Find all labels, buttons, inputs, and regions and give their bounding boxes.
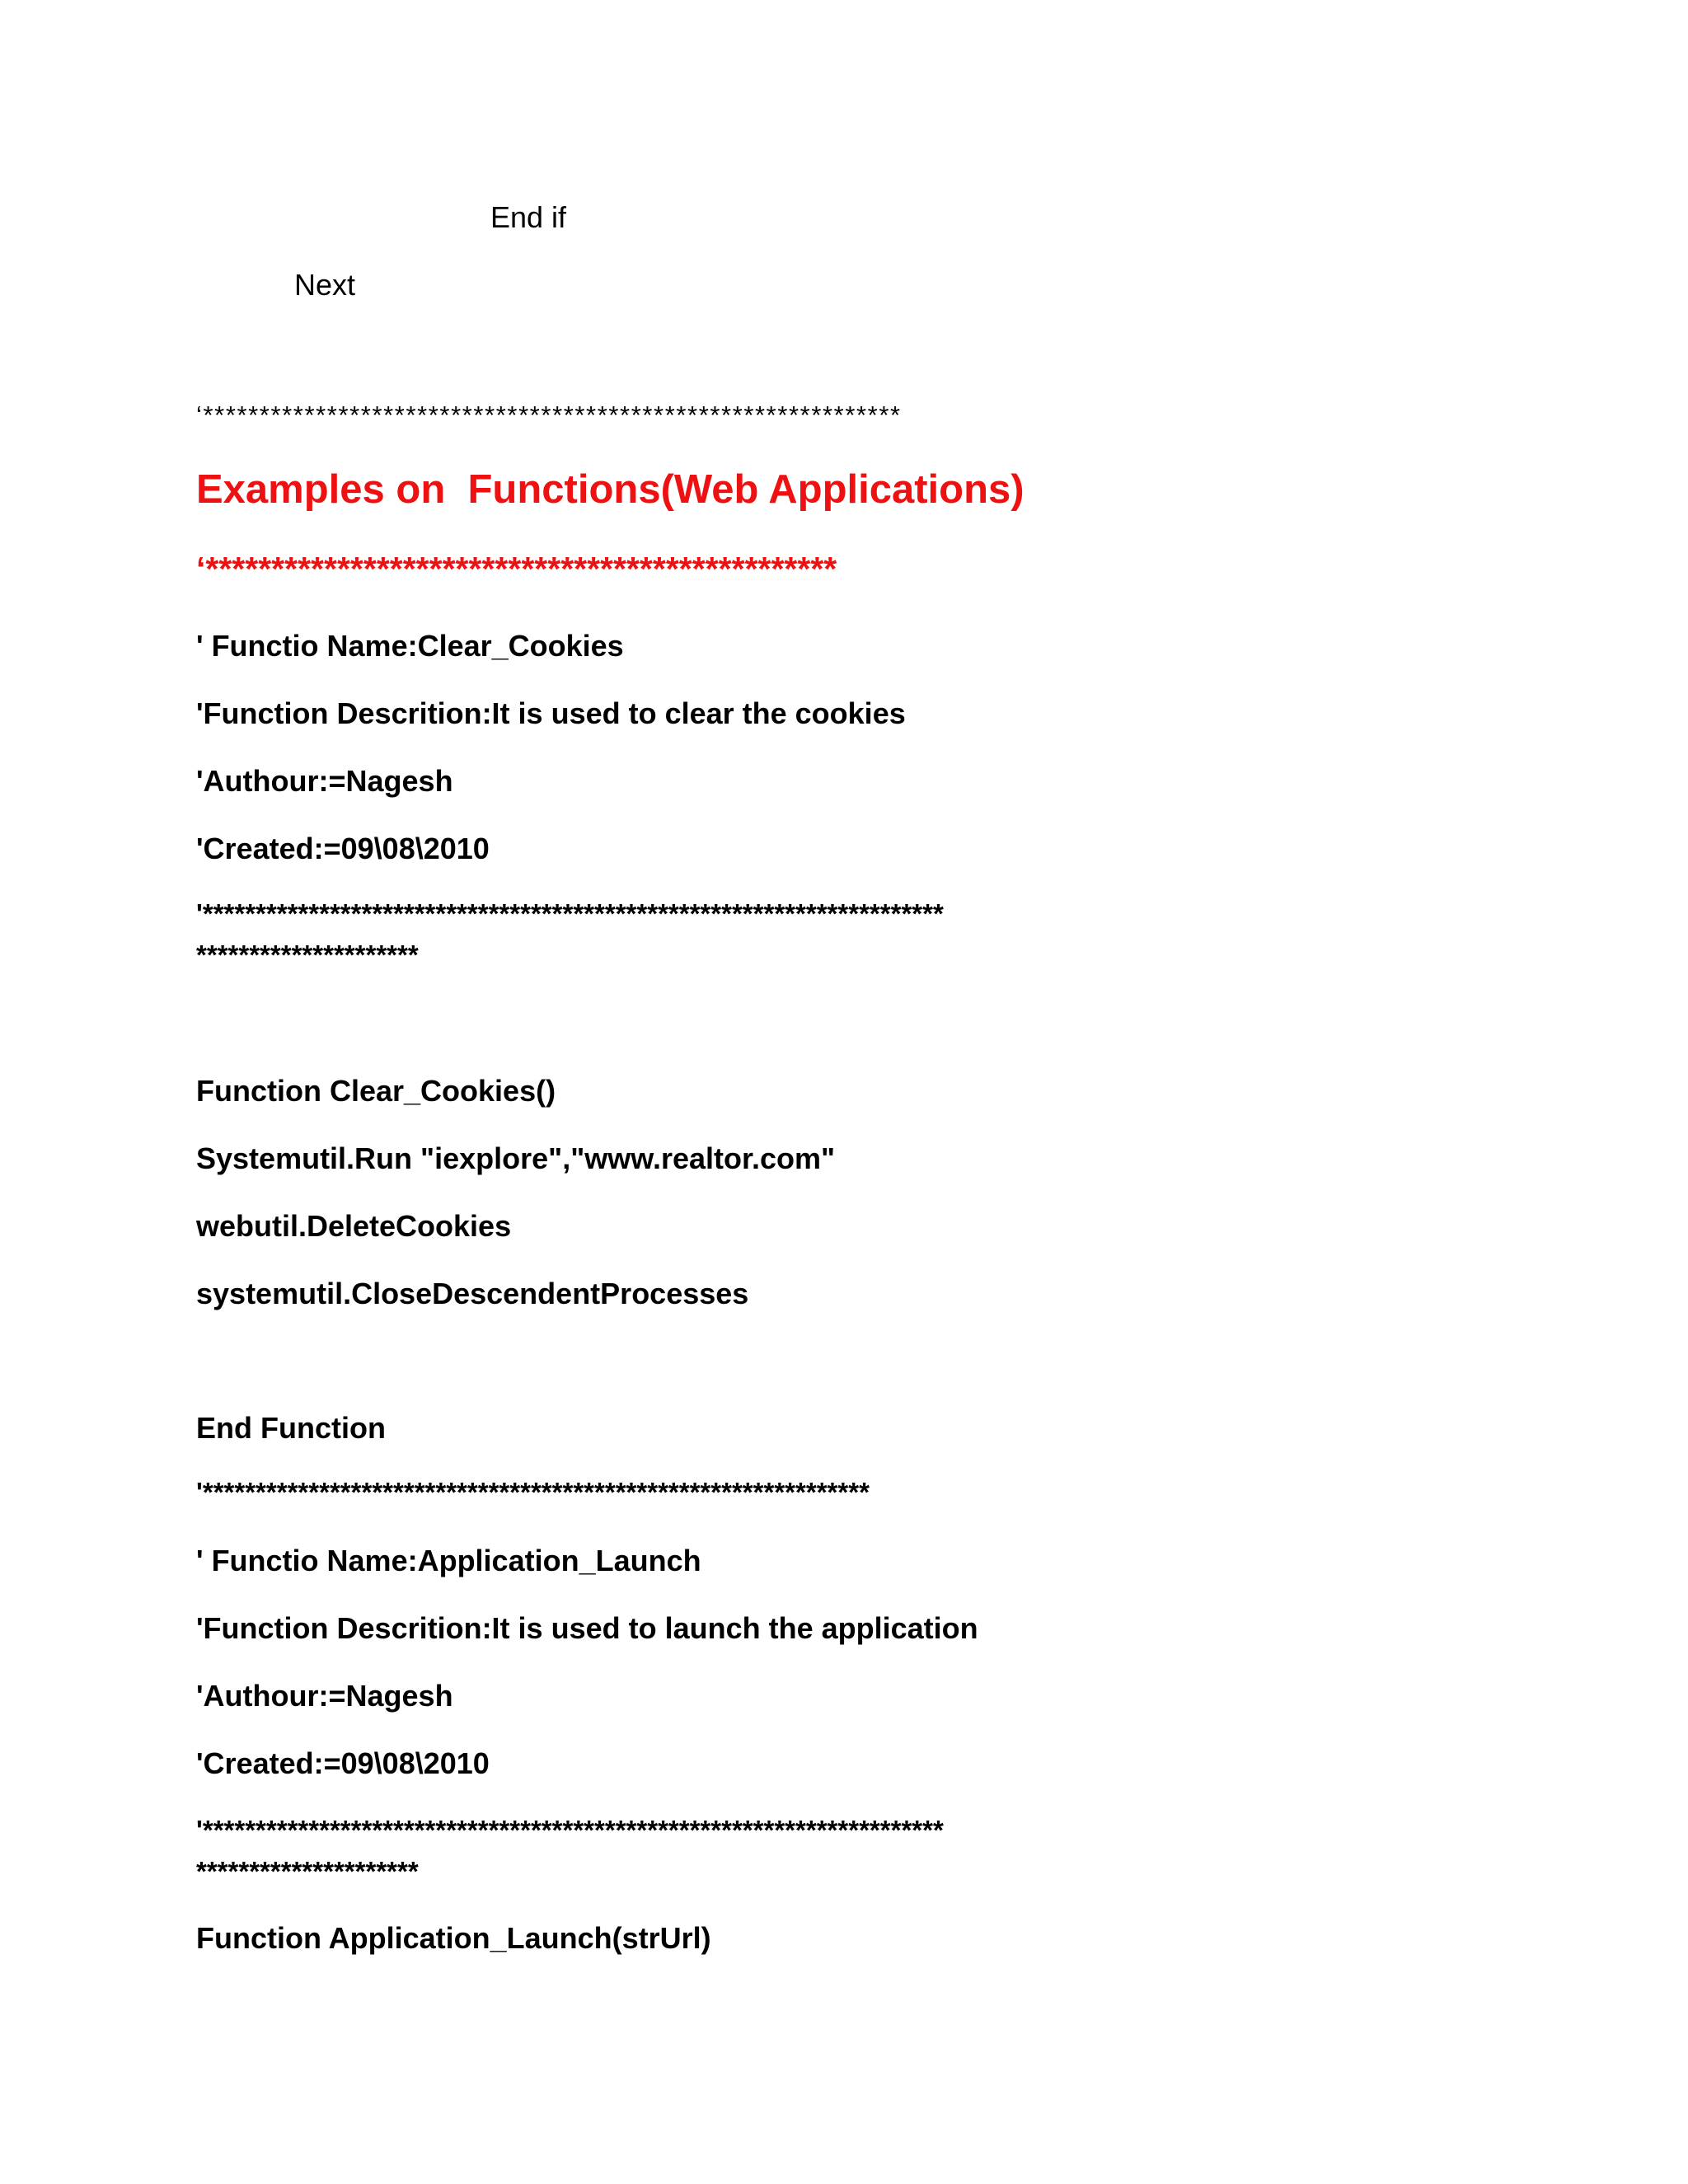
comment-function-description: 'Function Descrition:It is used to clear the cookies xyxy=(196,696,906,730)
function-declaration: Function Clear_Cookies() xyxy=(196,1074,556,1108)
comment-created: 'Created:=09\08\2010 xyxy=(196,832,490,865)
comment-divider: '********************************************************************** xyxy=(196,1815,944,1845)
comment-author: 'Authour:=Nagesh xyxy=(196,764,453,798)
function-end: End Function xyxy=(196,1411,386,1445)
comment-function-name: ' Functio Name:Application_Launch xyxy=(196,1544,701,1577)
comment-divider-continued: ********************* xyxy=(196,940,419,970)
comment-function-name: ' Functio Name:Clear_Cookies xyxy=(196,629,624,663)
code-line: Systemutil.Run "iexplore","www.realtor.com" xyxy=(196,1141,836,1175)
code-line-end-if: End if xyxy=(490,200,567,234)
red-comment-divider: ‘************************************************ xyxy=(196,550,837,588)
comment-divider: ‘************************************************************** xyxy=(196,401,902,429)
code-line-next: Next xyxy=(294,268,356,302)
comment-divider-continued: ********************* xyxy=(196,1856,419,1886)
section-heading: Examples on Functions(Web Applications) xyxy=(196,467,1025,512)
comment-divider: '*************************************************************** xyxy=(196,1477,870,1507)
function-declaration: Function Application_Launch(strUrl) xyxy=(196,1921,711,1955)
code-line: webutil.DeleteCookies xyxy=(196,1209,512,1243)
comment-function-description: 'Function Descrition:It is used to launch the application xyxy=(196,1611,978,1645)
comment-divider: '********************************************************************** xyxy=(196,898,944,929)
comment-author: 'Authour:=Nagesh xyxy=(196,1679,453,1713)
comment-created: 'Created:=09\08\2010 xyxy=(196,1746,490,1780)
code-line: systemutil.CloseDescendentProcesses xyxy=(196,1277,749,1310)
